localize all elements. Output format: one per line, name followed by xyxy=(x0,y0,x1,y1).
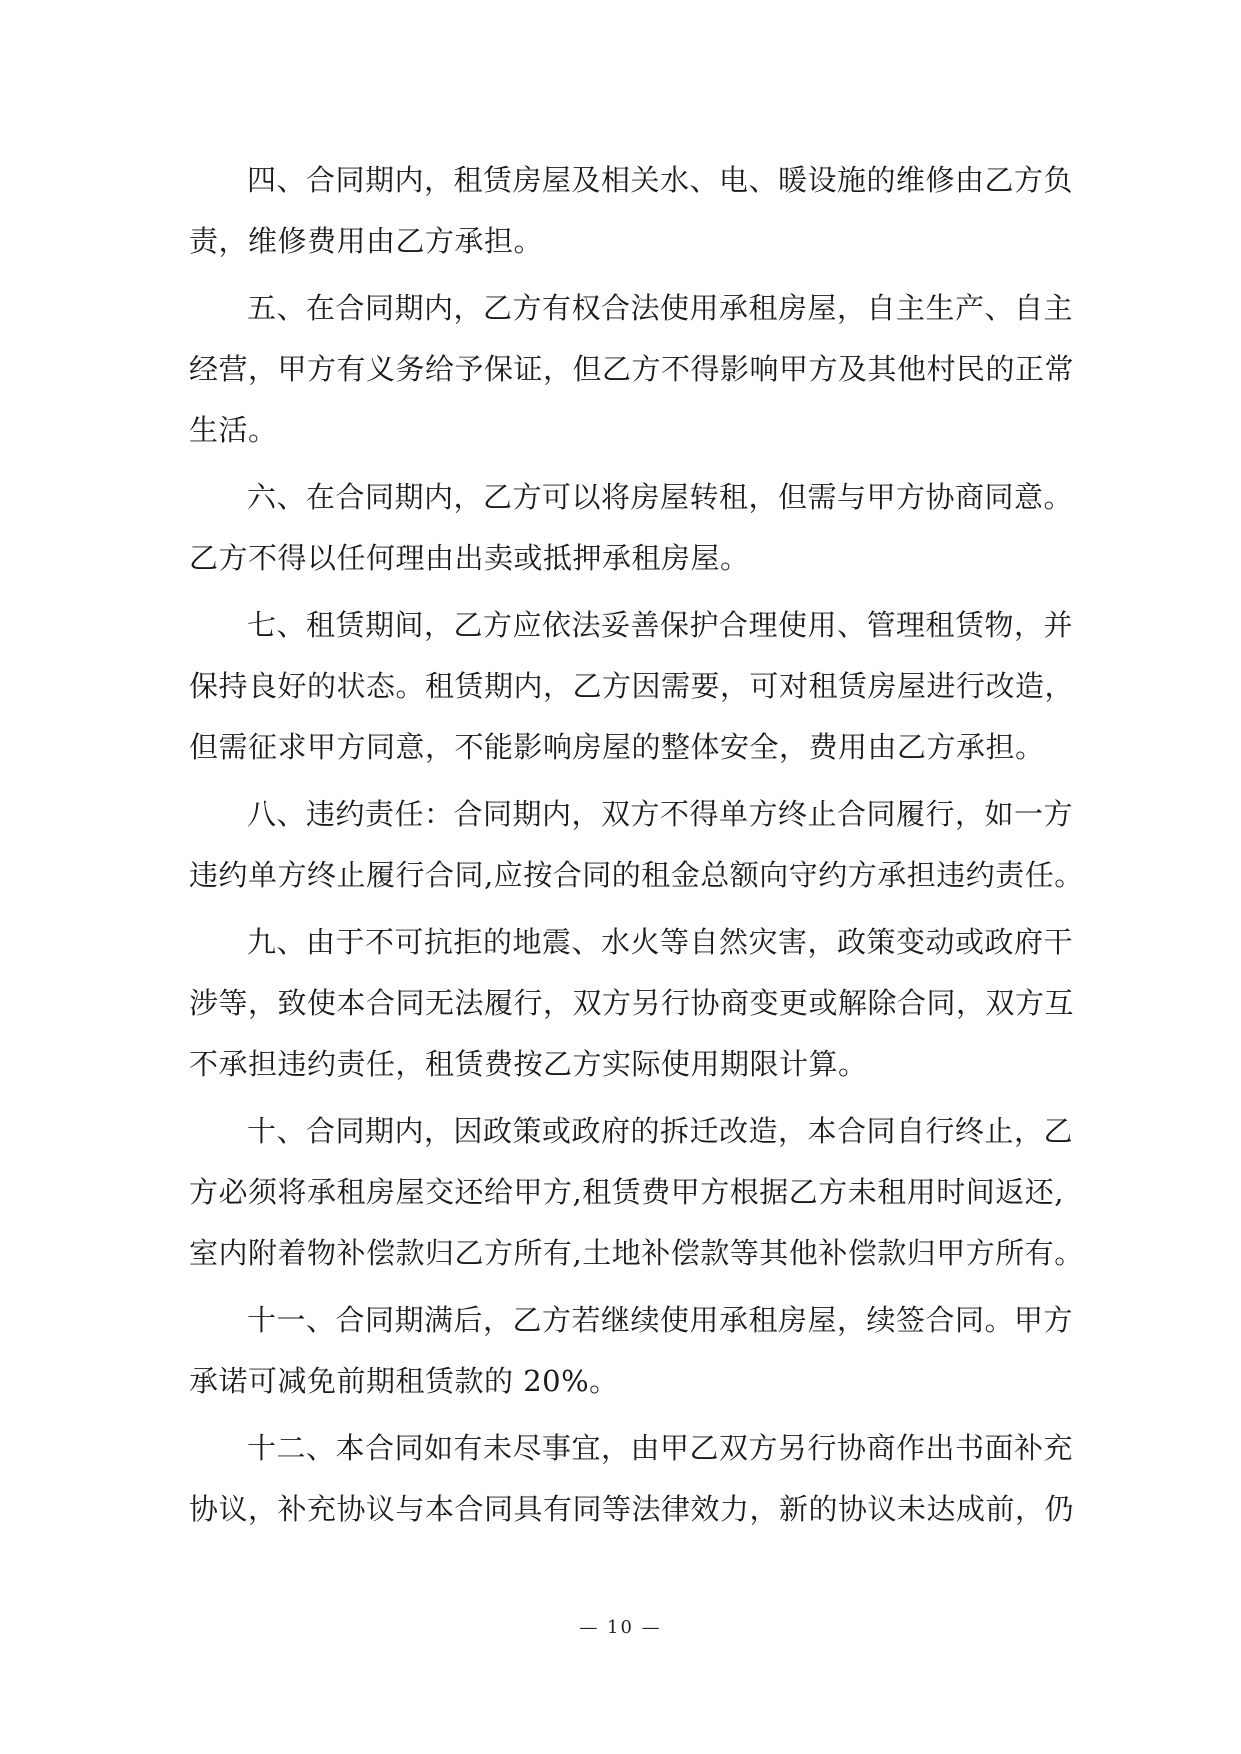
clause-line: 九、由于不可抗拒的地震、水火等自然灾害，政策变动或政府干 xyxy=(247,925,1074,959)
contract-body xyxy=(189,150,1084,1546)
clause-line: 责，维修费用由乙方承担。 xyxy=(189,224,544,258)
clause-line: 乙方不得以任何理由出卖或抵押承租房屋。 xyxy=(189,541,750,575)
clause-line: 七、租赁期间，乙方应依法妥善保护合理使用、管理租赁物，并 xyxy=(247,608,1074,642)
clause-line: 四、合同期内，租赁房屋及相关水、电、暖设施的维修由乙方负 xyxy=(247,163,1074,197)
clause-11 xyxy=(189,1290,1074,1412)
clause-line: 十一、合同期满后，乙方若继续使用承租房屋，续签合同。甲方 xyxy=(247,1303,1074,1337)
clause-10 xyxy=(189,1101,1084,1284)
clause-line: 协议，补充协议与本合同具有同等法律效力，新的协议未达成前，仍 xyxy=(189,1492,1075,1526)
clause-line: 十、合同期内，因政策或政府的拆迁改造，本合同自行终止，乙 xyxy=(247,1114,1074,1148)
clause-line: 承诺可减免前期租赁款的 20%。 xyxy=(189,1364,619,1398)
clause-line: 经营，甲方有义务给予保证，但乙方不得影响甲方及其他村民的正常 xyxy=(189,352,1075,386)
clause-8 xyxy=(189,784,1084,906)
clause-line: 十二、本合同如有未尽事宜，由甲乙双方另行协商作出书面补充 xyxy=(247,1431,1074,1465)
clause-line: 五、在合同期内，乙方有权合法使用承租房屋，自主生产、自主 xyxy=(247,291,1074,325)
clause-line: 六、在合同期内，乙方可以将房屋转租，但需与甲方协商同意。 xyxy=(247,480,1074,514)
clause-line: 不承担违约责任，租赁费按乙方实际使用期限计算。 xyxy=(189,1047,868,1081)
clause-6 xyxy=(189,467,1074,589)
page-number: — 10 — xyxy=(579,1617,662,1638)
clause-12 xyxy=(189,1418,1075,1540)
clause-line: 但需征求甲方同意，不能影响房屋的整体安全，费用由乙方承担。 xyxy=(189,730,1045,764)
clause-line: 生活。 xyxy=(189,413,278,447)
clause-line: 违约单方终止履行合同,应按合同的租金总额向守约方承担违约责任。 xyxy=(189,858,1084,892)
clause-4 xyxy=(189,150,1074,272)
clause-9 xyxy=(189,912,1075,1095)
clause-line: 方必须将承租房屋交还给甲方,租赁费甲方根据乙方未租用时间返还, xyxy=(189,1175,1064,1209)
clause-7 xyxy=(189,595,1075,778)
clause-line: 八、违约责任：合同期内，双方不得单方终止合同履行，如一方 xyxy=(247,797,1074,831)
clause-line: 保持良好的状态。租赁期内，乙方因需要，可对租赁房屋进行改造， xyxy=(189,669,1075,703)
clause-line: 室内附着物补偿款归乙方所有,土地补偿款等其他补偿款归甲方所有。 xyxy=(189,1236,1084,1270)
clause-5 xyxy=(189,278,1075,461)
clause-line: 涉等，致使本合同无法履行，双方另行协商变更或解除合同，双方互 xyxy=(189,986,1075,1020)
